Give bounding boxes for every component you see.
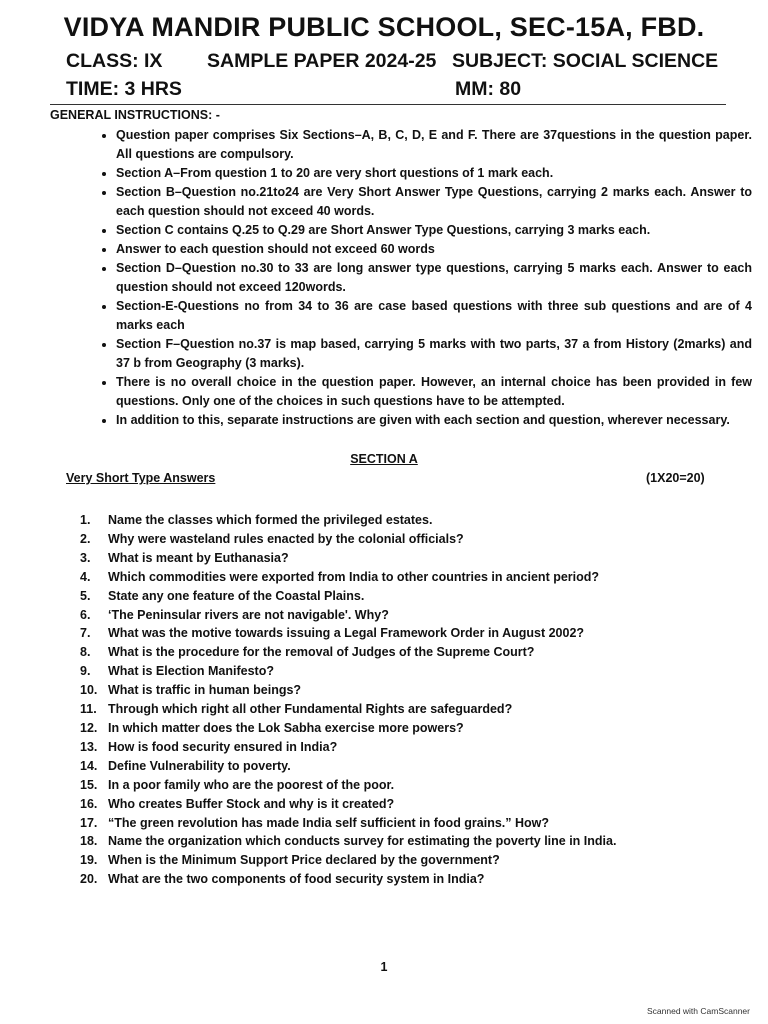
question-number: 18. — [80, 834, 98, 849]
question-item — [80, 568, 680, 587]
question-text: What is traffic in human beings? — [108, 683, 302, 698]
subject-label: SUBJECT: SOCIAL SCIENCE — [452, 50, 719, 72]
question-number: 13. — [80, 739, 98, 754]
instruction-item: • Section F–Question no.37 is map based, carrying 5 marks with two parts, 37 a from History (2marks) and 37 b from Geography (3 marks). — [116, 335, 752, 373]
question-item — [80, 870, 680, 889]
instruction-item: • Question paper comprises Six Sections–A, B, C, D, E and F. There are 37questions in the question paper. All questions are compulsory. — [116, 126, 752, 164]
question-text: What is the procedure for the removal of Judges of the Supreme Court? — [108, 645, 535, 660]
question-text: What was the motive towards issuing a Legal Framework Order in August 2002? — [108, 626, 585, 641]
question-number: 10. — [80, 683, 98, 698]
question-item — [80, 719, 680, 738]
instruction-item: • Section-E-Questions no from 34 to 36 are case based questions with three sub questions and are of 4 marks each — [116, 297, 752, 335]
school-name: VIDYA MANDIR PUBLIC SCHOOL, SEC-15A, FBD. — [63, 12, 705, 42]
time-label: TIME: 3 HRS — [66, 78, 182, 100]
scanner-watermark: Scanned with CamScanner — [646, 1006, 750, 1016]
question-item — [80, 662, 680, 681]
question-text: What is Election Manifesto? — [108, 664, 274, 679]
question-number: 12. — [80, 720, 98, 735]
instruction-item: • Section B–Question no.21to24 are Very Short Answer Type Questions, carrying 2 marks each. Answer to each question should not exceed 40 words. — [116, 183, 752, 221]
question-item — [80, 851, 680, 870]
question-text: In which matter does the Lok Sabha exercise more powers? — [108, 720, 464, 735]
question-number: 8. — [80, 645, 91, 660]
question-number: 11. — [80, 702, 97, 717]
question-number: 2. — [80, 531, 91, 546]
question-item — [80, 681, 680, 700]
question-text: State any one feature of the Coastal Plains. — [108, 588, 365, 603]
question-item — [80, 776, 680, 795]
question-number: 7. — [80, 626, 91, 641]
instruction-item: • Section D–Question no.30 to 33 are long answer type questions, carrying 5 marks each. Answer to each question should not exceed 120words. — [116, 259, 752, 297]
question-item — [80, 738, 680, 757]
question-item — [80, 549, 680, 568]
question-text: Define Vulnerability to poverty. — [108, 758, 291, 773]
question-text: What is meant by Euthanasia? — [108, 550, 289, 565]
section-a-title: SECTION A — [350, 452, 418, 466]
question-number: 6. — [80, 607, 91, 622]
question-text: When is the Minimum Support Price declared by the government? — [108, 853, 500, 868]
question-text: What are the two components of food security system in India? — [108, 872, 485, 887]
question-item — [80, 643, 680, 662]
question-number: 19. — [80, 853, 98, 868]
instruction-item: • Answer to each question should not exceed 60 words — [116, 240, 752, 259]
section-a-marks: (1X20=20) — [646, 471, 705, 485]
question-text: In a poor family who are the poorest of the poor. — [108, 777, 395, 792]
question-item — [80, 795, 680, 814]
question-item — [80, 814, 680, 833]
class-label: CLASS: IX — [66, 50, 163, 72]
question-item — [80, 511, 680, 530]
question-text: Which commodities were exported from India to other countries in ancient period? — [108, 569, 600, 584]
question-text: ‘The Peninsular rivers are not navigable'. Why? — [108, 607, 389, 622]
paper-label: SAMPLE PAPER 2024-25 — [207, 50, 437, 72]
section-a-subtitle: Very Short Type Answers — [66, 471, 216, 485]
instruction-item: • There is no overall choice in the question paper. However, an internal choice has been provided in few questions. Only one of the choices in such questions have to be attempted. — [116, 373, 752, 411]
max-marks-label: MM: 80 — [455, 78, 522, 100]
header-divider — [50, 104, 726, 105]
question-item — [80, 587, 680, 606]
instruction-item: • In addition to this, separate instructions are given with each section and question, wherever necessary. — [116, 411, 752, 430]
question-text: How is food security ensured in India? — [108, 739, 338, 754]
question-item — [80, 530, 680, 549]
question-number: 4. — [80, 569, 91, 584]
question-item — [80, 700, 680, 719]
question-text: Why were wasteland rules enacted by the colonial officials? — [108, 531, 464, 546]
question-number: 9. — [80, 664, 91, 679]
question-text: “The green revolution has made India self sufficient in food grains.” How? — [108, 815, 550, 830]
question-number: 17. — [80, 815, 98, 830]
question-item — [80, 606, 680, 625]
question-number: 1. — [80, 513, 91, 527]
question-number: 15. — [80, 777, 98, 792]
question-number: 14. — [80, 758, 98, 773]
question-number: 3. — [80, 550, 91, 565]
instructions-heading: GENERAL INSTRUCTIONS: - — [50, 108, 220, 122]
question-text: Name the organization which conducts survey for estimating the poverty line in India. — [108, 834, 617, 849]
question-text: Name the classes which formed the privileged estates. — [108, 513, 433, 527]
page-number: 1 — [380, 960, 388, 974]
instruction-item: • Section A–From question 1 to 20 are very short questions of 1 mark each. — [116, 164, 752, 183]
question-list — [80, 511, 680, 889]
question-number: 5. — [80, 588, 91, 603]
question-text: Who creates Buffer Stock and why is it created? — [108, 796, 395, 811]
question-item — [80, 624, 680, 643]
question-number: 16. — [80, 796, 98, 811]
question-number: 20. — [80, 872, 98, 887]
question-text: Through which right all other Fundamental Rights are safeguarded? — [108, 702, 513, 717]
question-item — [80, 832, 680, 851]
instruction-item: • Section C contains Q.25 to Q.29 are Short Answer Type Questions, carrying 3 marks each. — [116, 221, 752, 240]
question-item — [80, 757, 680, 776]
instructions-list — [88, 126, 752, 430]
